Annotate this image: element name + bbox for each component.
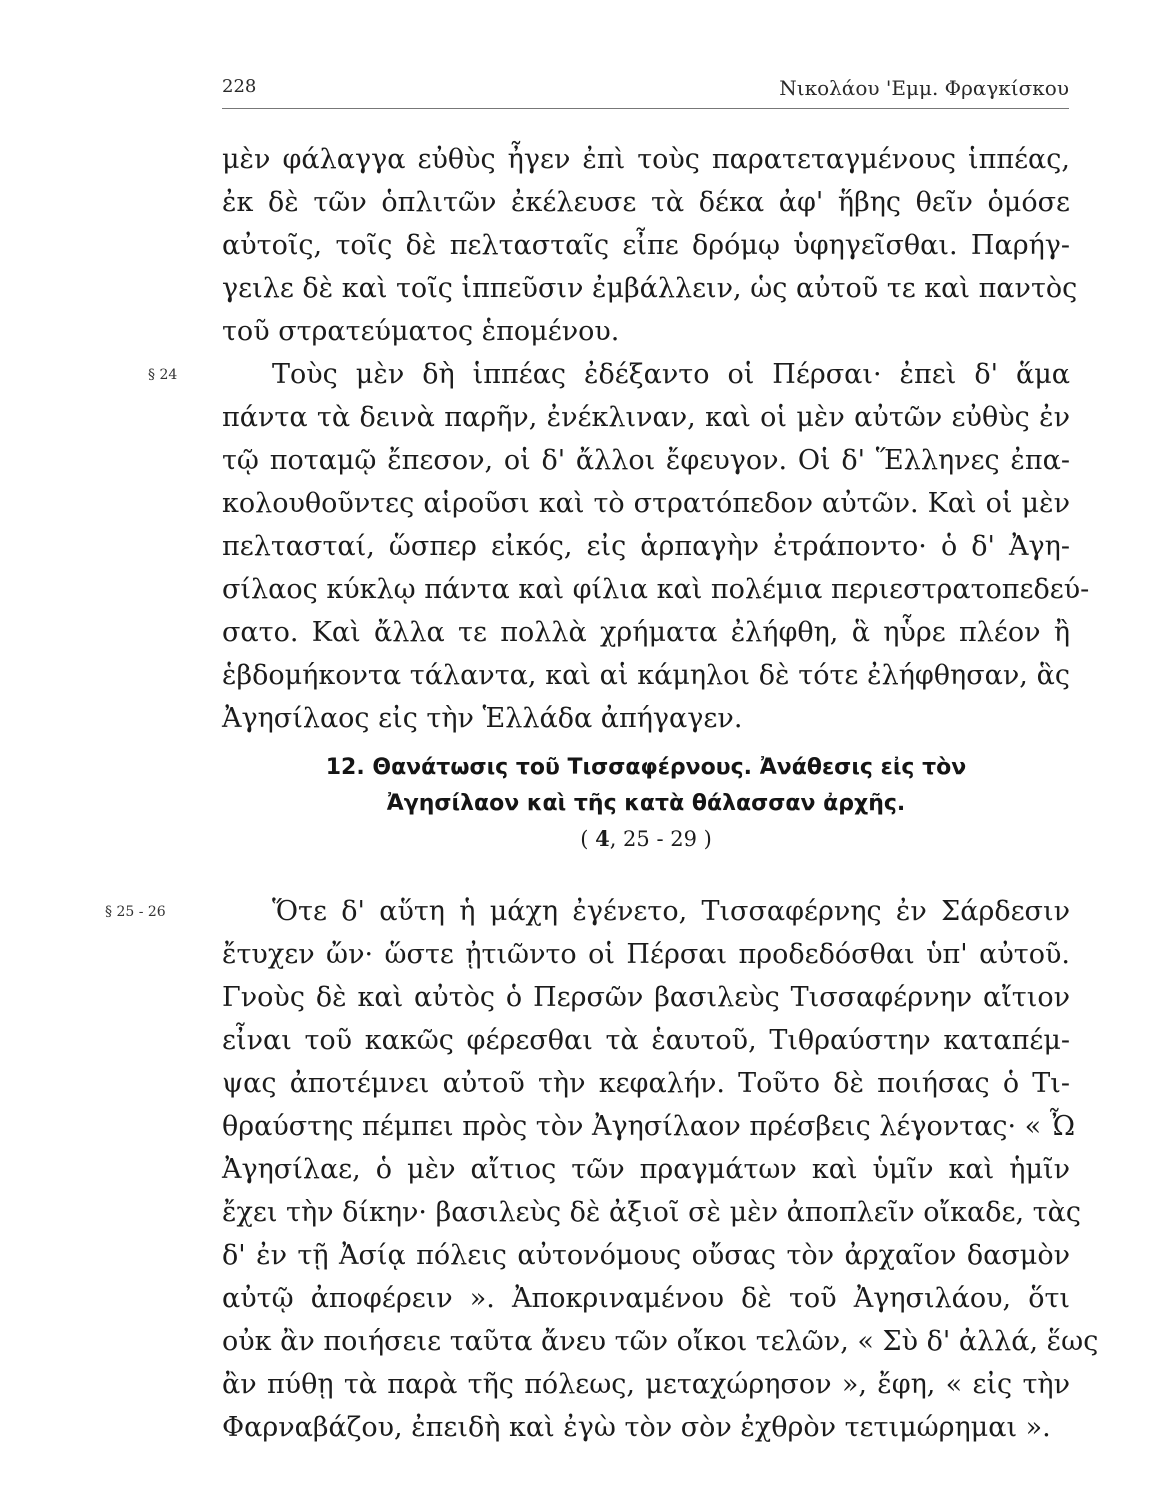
text-line: ἑβδομήκοντα τάλαντα, καὶ αἱ κάμηλοι δὲ τότε ἐλήφθησαν, ἃς <box>222 660 1070 691</box>
text-line: πελτασταί, ὥσπερ εἰκός, εἰς ἁρπαγὴν ἐτράποντο· ὁ δ' Ἀγη- <box>222 531 1070 562</box>
text-line: μὲν φάλαγγα εὐθὺς ἦγεν ἐπὶ τοὺς παρατεταγμένους ἱππέας, <box>222 144 1070 175</box>
text-line: πάντα τὰ δεινὰ παρῆν, ἐνέκλιναν, καὶ οἱ μὲν αὐτῶν εὐθὺς ἐν <box>222 402 1070 433</box>
text-line: εἶναι τοῦ κακῶς φέρεσθαι τὰ ἑαυτοῦ, Τιθραύστην καταπέμ- <box>222 1025 1070 1056</box>
reference-book: 4 <box>595 826 610 851</box>
reference-range: , 25 - 29 ) <box>609 827 712 851</box>
section-heading-line-1: 12. Θανάτωσις τοῦ Τισσαφέρνους. Ἀνάθεσις εἰς τὸν <box>325 755 967 780</box>
text-line: κολουθοῦντες αἱροῦσι καὶ τὸ στρατόπεδον αὐτῶν. Καὶ οἱ μὲν <box>222 488 1070 519</box>
section-marker: § 25 - 26 <box>105 904 166 920</box>
text-line: ἔτυχεν ὤν· ὥστε ᾐτιῶντο οἱ Πέρσαι προδεδόσθαι ὑπ' αὐτοῦ. <box>222 939 1070 970</box>
text-line: ἂν πύθῃ τὰ παρὰ τῆς πόλεως, μεταχώρησον », ἔφη, « εἰς τὴν <box>222 1369 1070 1400</box>
section-heading-line-2: Ἀγησίλαον καὶ τῆς κατὰ θάλασσαν ἀρχῆς. <box>386 791 906 816</box>
reference-open: ( <box>580 827 589 851</box>
text-line: οὐκ ἂν ποιήσειε ταῦτα ἄνευ τῶν οἴκοι τελῶν, « Σὺ δ' ἀλλά, ἕως <box>222 1326 1099 1357</box>
text-line: τοῦ στρατεύματος ἑπομένου. <box>222 316 620 347</box>
text-line: αὐτῷ ἀποφέρειν ». Ἀποκριναμένου δὲ τοῦ Ἀγησιλάου, ὅτι <box>222 1283 1070 1314</box>
section-marker: § 24 <box>148 367 178 383</box>
text-line: σίλαος κύκλῳ πάντα καὶ φίλια καὶ πολέμια περιεστρατοπεδεύ- <box>222 574 1090 605</box>
text-line: Ἀγησίλαε, ὁ μὲν αἴτιος τῶν πραγμάτων καὶ ὑμῖν καὶ ἡμῖν <box>222 1154 1070 1185</box>
text-line: ἔχει τὴν δίκην· βασιλεὺς δὲ ἀξιοῖ σὲ μὲν ἀποπλεῖν οἴκαδε, τὰς <box>222 1197 1081 1228</box>
running-title: Νικολάου 'Εμμ. Φραγκίσκου <box>779 76 1069 100</box>
page-header <box>222 76 1069 106</box>
text-line: Γνοὺς δὲ καὶ αὐτὸς ὁ Περσῶν βασιλεὺς Τισσαφέρνην αἴτιον <box>222 982 1070 1013</box>
text-line: Ἀγησίλαος εἰς τὴν Ἑλλάδα ἀπήγαγεν. <box>222 703 743 734</box>
text-line: ἐκ δὲ τῶν ὁπλιτῶν ἐκέλευσε τὰ δέκα ἀφ' ἥβης θεῖν ὁμόσε <box>222 187 1070 218</box>
text-line: ψας ἀποτέμνει αὐτοῦ τὴν κεφαλήν. Τοῦτο δὲ ποιήσας ὁ Τι- <box>222 1068 1070 1099</box>
text-line: Ὅτε δ' αὕτη ἡ μάχη ἐγένετο, Τισσαφέρνης ἐν Σάρδεσιν <box>272 896 1070 927</box>
text-line: δ' ἐν τῇ Ἀσίᾳ πόλεις αὐτονόμους οὔσας τὸν ἀρχαῖον δασμὸν <box>222 1240 1070 1271</box>
page-number: 228 <box>222 76 257 97</box>
text-line: γειλε δὲ καὶ τοῖς ἱππεῦσιν ἐμβάλλειν, ὡς αὐτοῦ τε καὶ παντὸς <box>222 273 1078 304</box>
text-line: θραύστης πέμπει πρὸς τὸν Ἀγησίλαον πρέσβεις λέγοντας· « Ὦ <box>222 1111 1076 1142</box>
section-reference <box>222 824 1070 854</box>
text-line: αὐτοῖς, τοῖς δὲ πελτασταῖς εἶπε δρόμῳ ὑφηγεῖσθαι. Παρήγ- <box>222 230 1070 261</box>
text-line: σατο. Καὶ ἄλλα τε πολλὰ χρήματα ἐλήφθη, ἃ ηὗρε πλέον ἢ <box>222 617 1070 648</box>
text-line: τῷ ποταμῷ ἔπεσον, οἱ δ' ἄλλοι ἔφευγον. Οἱ δ' Ἕλληνες ἐπα- <box>222 445 1070 476</box>
header-rule <box>222 108 1069 109</box>
text-line: Τοὺς μὲν δὴ ἱππέας ἐδέξαντο οἱ Πέρσαι· ἐπεὶ δ' ἅμα <box>272 359 1070 390</box>
text-line: Φαρναβάζου, ἐπειδὴ καὶ ἐγὼ τὸν σὸν ἐχθρὸν τετιμώρημαι ». <box>222 1412 1051 1443</box>
